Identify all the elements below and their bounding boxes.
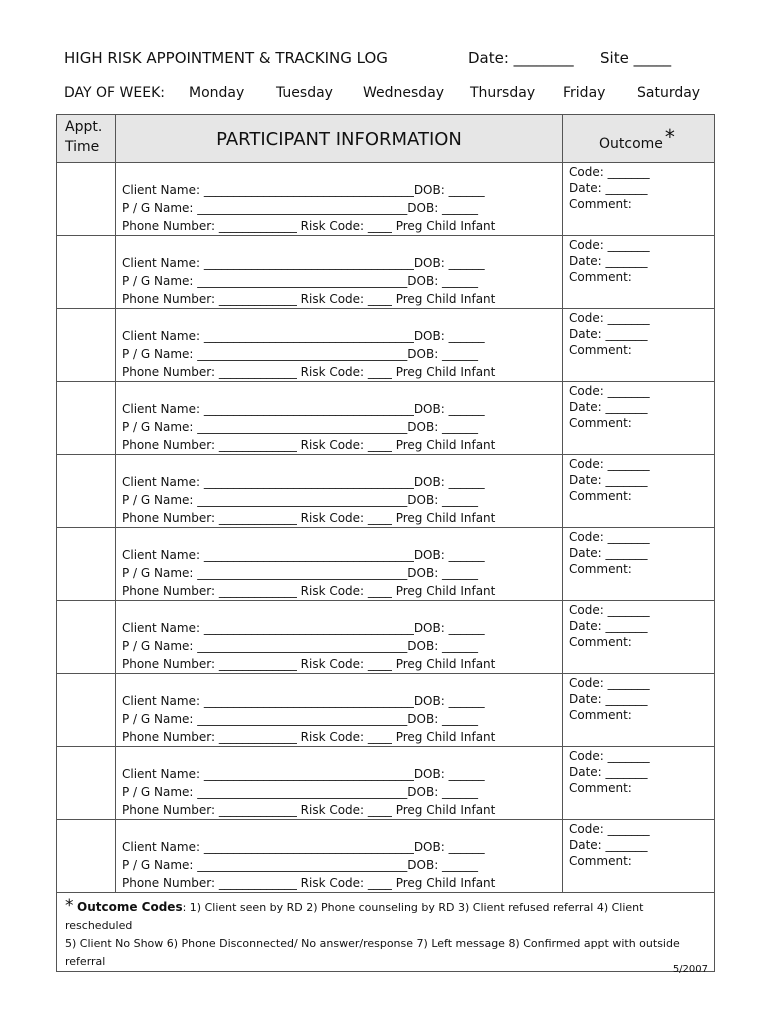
outcome-date-field[interactable]: Date: _______ [569,181,648,195]
appt-time-cell[interactable] [57,382,116,455]
participant-info-cell [116,601,563,674]
outcome-date-field[interactable]: Date: _______ [569,473,648,487]
outcome-asterisk: * [664,125,675,149]
client-name-field[interactable]: Client Name: ___________________________________DOB: ______ [122,694,485,708]
participant-info-cell [116,382,563,455]
appt-time-cell[interactable] [57,528,116,601]
outcome-comment-field[interactable]: Comment: [569,562,632,576]
outcome-cell [563,747,715,820]
outcome-code-field[interactable]: Code: _______ [569,238,650,252]
participant-info-cell [116,820,563,893]
outcome-comment-field[interactable]: Comment: [569,489,632,503]
table-row [57,163,715,236]
phone-risk-field[interactable]: Phone Number: _____________ Risk Code: ____ Preg Child Infant [122,365,496,379]
participant-info-cell [116,163,563,236]
day-monday[interactable]: Monday [189,85,245,101]
table-row [57,674,715,747]
outcome-codes-cell [57,893,715,972]
table-row [57,601,715,674]
outcome-date-field[interactable]: Date: _______ [569,327,648,341]
table-row [57,820,715,893]
day-saturday[interactable]: Saturday [637,85,701,101]
pg-name-field[interactable]: P / G Name: ___________________________________DOB: ______ [122,639,479,653]
day-thursday[interactable]: Thursday [470,85,536,101]
outcome-cell [563,674,715,747]
form-title: HIGH RISK APPOINTMENT & TRACKING LOG [64,49,388,67]
outcome-code-field[interactable]: Code: _______ [569,457,650,471]
outcome-date-field[interactable]: Date: _______ [569,765,648,779]
outcome-codes-line3: referral [65,955,106,968]
phone-risk-field[interactable]: Phone Number: _____________ Risk Code: ____ Preg Child Infant [122,584,496,598]
phone-risk-field[interactable]: Phone Number: _____________ Risk Code: ____ Preg Child Infant [122,219,496,233]
outcome-date-field[interactable]: Date: _______ [569,619,648,633]
table-row [57,382,715,455]
outcome-code-field[interactable]: Code: _______ [569,822,650,836]
client-name-field[interactable]: Client Name: ___________________________________DOB: ______ [122,840,485,854]
appt-time-header [57,115,116,163]
participant-info-cell [116,309,563,382]
participant-information-header: PARTICIPANT INFORMATION [216,129,462,150]
outcome-cell [563,528,715,601]
outcome-cell [563,601,715,674]
outcome-cell [563,236,715,309]
outcome-codes-line2: 5) Client No Show 6) Phone Disconnected/ No answer/response 7) Left message 8) Confirmed appt with outside [65,937,680,950]
appt-header-line1: Appt. [65,119,103,135]
table-row [57,528,715,601]
outcome-comment-field[interactable]: Comment: [569,270,632,284]
pg-name-field[interactable]: P / G Name: ___________________________________DOB: ______ [122,420,479,434]
phone-risk-field[interactable]: Phone Number: _____________ Risk Code: ____ Preg Child Infant [122,876,496,890]
client-name-field[interactable]: Client Name: ___________________________________DOB: ______ [122,548,485,562]
outcome-code-field[interactable]: Code: _______ [569,311,650,325]
outcome-code-field[interactable]: Code: _______ [569,530,650,544]
tracking-log-table [56,114,715,972]
phone-risk-field[interactable]: Phone Number: _____________ Risk Code: ____ Preg Child Infant [122,438,496,452]
table-header-row [57,115,715,163]
pg-name-field[interactable]: P / G Name: ___________________________________DOB: ______ [122,274,479,288]
pg-name-field[interactable]: P / G Name: ___________________________________DOB: ______ [122,712,479,726]
date-field[interactable]: Date: ________ [468,49,574,67]
outcome-date-field[interactable]: Date: _______ [569,254,648,268]
outcome-codes-line1: : 1) Client seen by RD 2) Phone counseling by RD 3) Client refused referral 4) Client rescheduled [65,901,644,932]
day-of-week-label: DAY OF WEEK: [64,85,165,101]
pg-name-field[interactable]: P / G Name: ___________________________________DOB: ______ [122,566,479,580]
participant-info-cell [116,747,563,820]
outcome-header: Outcome [599,136,663,152]
outcome-cell [563,382,715,455]
outcome-code-field[interactable]: Code: _______ [569,676,650,690]
pg-name-field[interactable]: P / G Name: ___________________________________DOB: ______ [122,785,479,799]
outcome-codes-label: Outcome Codes [77,900,183,914]
outcome-code-field[interactable]: Code: _______ [569,165,650,179]
outcome-cell [563,820,715,893]
client-name-field[interactable]: Client Name: ___________________________________DOB: ______ [122,256,485,270]
appt-time-cell[interactable] [57,309,116,382]
outcome-code-field[interactable]: Code: _______ [569,603,650,617]
client-name-field[interactable]: Client Name: ___________________________________DOB: ______ [122,475,485,489]
client-name-field[interactable]: Client Name: ___________________________________DOB: ______ [122,329,485,343]
participant-info-cell [116,455,563,528]
client-name-field[interactable]: Client Name: ___________________________________DOB: ______ [122,183,485,197]
phone-risk-field[interactable]: Phone Number: _____________ Risk Code: ____ Preg Child Infant [122,292,496,306]
appt-time-cell[interactable] [57,820,116,893]
appt-time-cell[interactable] [57,747,116,820]
appt-time-cell[interactable] [57,674,116,747]
phone-risk-field[interactable]: Phone Number: _____________ Risk Code: ____ Preg Child Infant [122,657,496,671]
footnote-asterisk: * [65,896,74,916]
outcome-comment-field[interactable]: Comment: [569,635,632,649]
appt-time-cell[interactable] [57,601,116,674]
site-field[interactable]: Site _____ [600,49,672,67]
participant-info-cell [116,674,563,747]
pg-name-field[interactable]: P / G Name: ___________________________________DOB: ______ [122,858,479,872]
outcome-cell [563,455,715,528]
pg-name-field[interactable]: P / G Name: ___________________________________DOB: ______ [122,201,479,215]
day-friday[interactable]: Friday [563,85,606,101]
appt-header-line2: Time [65,139,100,155]
outcome-comment-field[interactable]: Comment: [569,854,632,868]
pg-name-field[interactable]: P / G Name: ___________________________________DOB: ______ [122,493,479,507]
phone-risk-field[interactable]: Phone Number: _____________ Risk Code: ____ Preg Child Infant [122,511,496,525]
appt-time-cell[interactable] [57,163,116,236]
outcome-date-field[interactable]: Date: _______ [569,838,648,852]
appt-time-cell[interactable] [57,455,116,528]
outcome-comment-field[interactable]: Comment: [569,343,632,357]
outcome-header-cell [563,115,715,163]
phone-risk-field[interactable]: Phone Number: _____________ Risk Code: ____ Preg Child Infant [122,803,496,817]
participant-info-cell [116,528,563,601]
outcome-date-field[interactable]: Date: _______ [569,400,648,414]
day-wednesday[interactable]: Wednesday [363,85,445,101]
outcome-codes-row [57,893,715,972]
form-version: 5/2007 [672,964,708,975]
outcome-date-field[interactable]: Date: _______ [569,692,648,706]
outcome-date-field[interactable]: Date: _______ [569,546,648,560]
outcome-cell [563,163,715,236]
client-name-field[interactable]: Client Name: ___________________________________DOB: ______ [122,767,485,781]
outcome-code-field[interactable]: Code: _______ [569,749,650,763]
outcome-comment-field[interactable]: Comment: [569,197,632,211]
outcome-comment-field[interactable]: Comment: [569,781,632,795]
outcome-comment-field[interactable]: Comment: [569,416,632,430]
client-name-field[interactable]: Client Name: ___________________________________DOB: ______ [122,402,485,416]
table-row [57,747,715,820]
participant-info-cell [116,236,563,309]
phone-risk-field[interactable]: Phone Number: _____________ Risk Code: ____ Preg Child Infant [122,730,496,744]
client-name-field[interactable]: Client Name: ___________________________________DOB: ______ [122,621,485,635]
outcome-code-field[interactable]: Code: _______ [569,384,650,398]
pg-name-field[interactable]: P / G Name: ___________________________________DOB: ______ [122,347,479,361]
table-row [57,455,715,528]
table-row [57,309,715,382]
outcome-comment-field[interactable]: Comment: [569,708,632,722]
appt-time-cell[interactable] [57,236,116,309]
table-row [57,236,715,309]
outcome-cell [563,309,715,382]
day-tuesday[interactable]: Tuesday [276,85,333,101]
participant-header-cell [116,115,563,163]
